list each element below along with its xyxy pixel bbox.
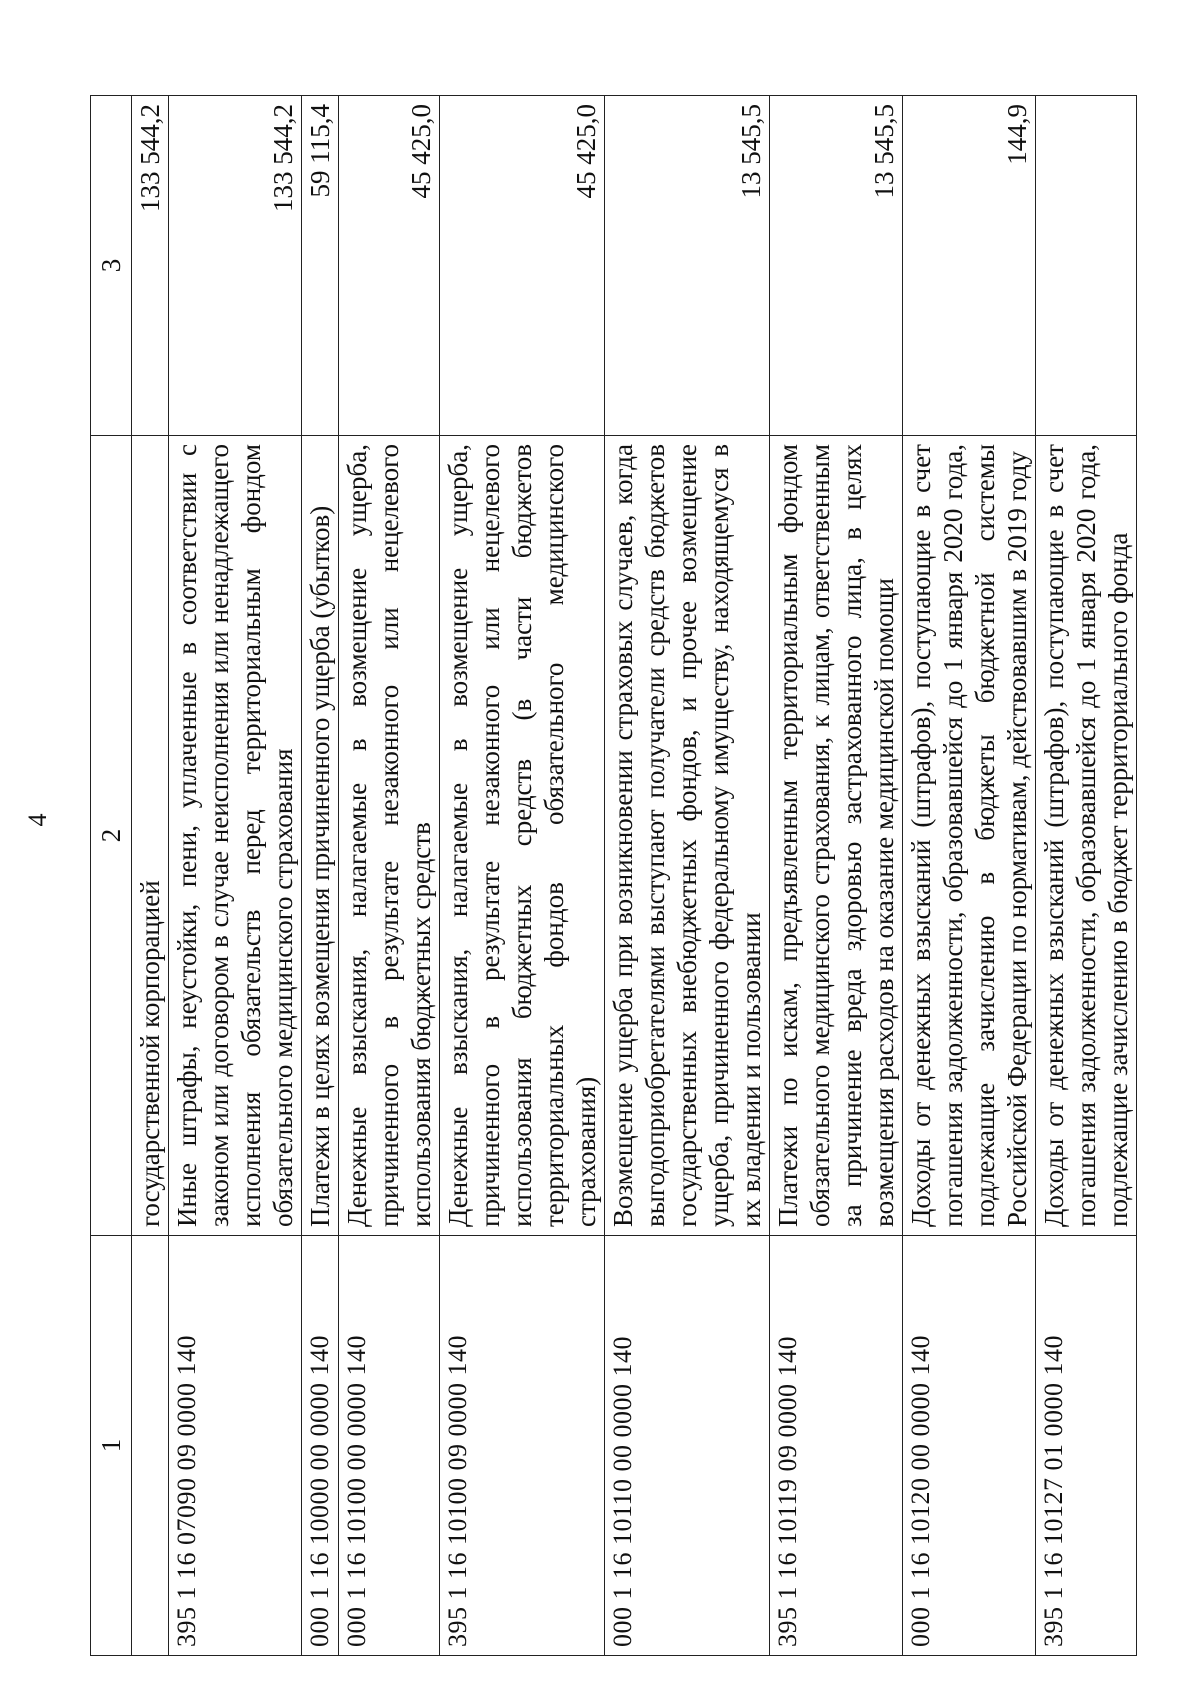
- row-amount: 45 425,0: [339, 96, 440, 436]
- row-amount: 133 544,2: [132, 96, 169, 436]
- row-name: Доходы от денежных взысканий (штрафов), поступающие в счет погашения задолженности, образовавшейся до 1 января 2020 года, подлежащие зачислению в бюджет территориального фонда: [1036, 436, 1137, 1236]
- table-row: [302, 96, 339, 1656]
- row-amount: 13 545,5: [770, 96, 903, 436]
- row-name: Платежи по искам, предъявленным территориальным фондом обязательного медицинского страхования, к лицам, ответственным за причинение вреда здоровью застрахованного лица, в целях возмещения расходов на оказание медицинской помощи: [770, 436, 903, 1236]
- table-row: [132, 96, 169, 1656]
- table-row: [605, 96, 770, 1656]
- column-header-amount: 3: [91, 96, 132, 436]
- row-code: 395 1 16 10127 01 0000 140: [1036, 1236, 1137, 1656]
- row-amount: 59 115,4: [302, 96, 339, 436]
- row-amount: 133 544,2: [169, 96, 302, 436]
- row-name: Денежные взыскания, налагаемые в возмещение ущерба, причиненного в результате незаконного или нецелевого использования бюджетных средств: [339, 436, 440, 1236]
- row-amount: 144,9: [903, 96, 1036, 436]
- row-code: 000 1 16 10100 00 0000 140: [339, 1236, 440, 1656]
- row-name: Иные штрафы, неустойки, пени, уплаченные в соответствии с законом или договором в случае неисполнения или ненадлежащего исполнения обязательств перед территориальным фондом обязательного медицинского страхования: [169, 436, 302, 1236]
- row-code: 000 1 16 10120 00 0000 140: [903, 1236, 1036, 1656]
- table-row: [339, 96, 440, 1656]
- row-code: 395 1 16 10119 09 0000 140: [770, 1236, 903, 1656]
- revenue-table: [90, 95, 1137, 1656]
- row-code: 000 1 16 10000 00 0000 140: [302, 1236, 339, 1656]
- table-row: [440, 96, 605, 1656]
- row-code: 395 1 16 07090 09 0000 140: [169, 1236, 302, 1656]
- table-header-row: [91, 96, 132, 1656]
- page-number: 4: [23, 813, 52, 827]
- row-name: Денежные взыскания, налагаемые в возмещение ущерба, причиненного в результате незаконного или нецелевого использования бюджетных средств (в части бюджетов территориальных фондов обязательного медицинского страхования): [440, 436, 605, 1236]
- row-code: 395 1 16 10100 09 0000 140: [440, 1236, 605, 1656]
- table-row: [903, 96, 1036, 1656]
- table-row: [770, 96, 903, 1656]
- row-amount: [1036, 96, 1137, 436]
- row-name: государственной корпорацией: [132, 436, 169, 1236]
- column-header-name: 2: [91, 436, 132, 1236]
- row-name: Платежи в целях возмещения причиненного ущерба (убытков): [302, 436, 339, 1236]
- row-name: Доходы от денежных взысканий (штрафов), поступающие в счет погашения задолженности, образовавшейся до 1 января 2020 года, подлежащие зачислению в бюджеты бюджетной системы Российской Федерации по нормативам, действовавшим в 2019 году: [903, 436, 1036, 1236]
- table-row: [1036, 96, 1137, 1656]
- column-header-code: 1: [91, 1236, 132, 1656]
- table-wrapper: [90, 96, 1133, 1656]
- row-amount: 13 545,5: [605, 96, 770, 436]
- table-row: [169, 96, 302, 1656]
- row-name: Возмещение ущерба при возникновении страховых случаев, когда выгодоприобретателями выступают получатели средств бюджетов государственных внебюджетных фондов, и прочее возмещение ущерба, причиненного федеральному имуществу, находящемуся в их владении и пользовании: [605, 436, 770, 1236]
- row-code: [132, 1236, 169, 1656]
- row-code: 000 1 16 10110 00 0000 140: [605, 1236, 770, 1656]
- row-amount: 45 425,0: [440, 96, 605, 436]
